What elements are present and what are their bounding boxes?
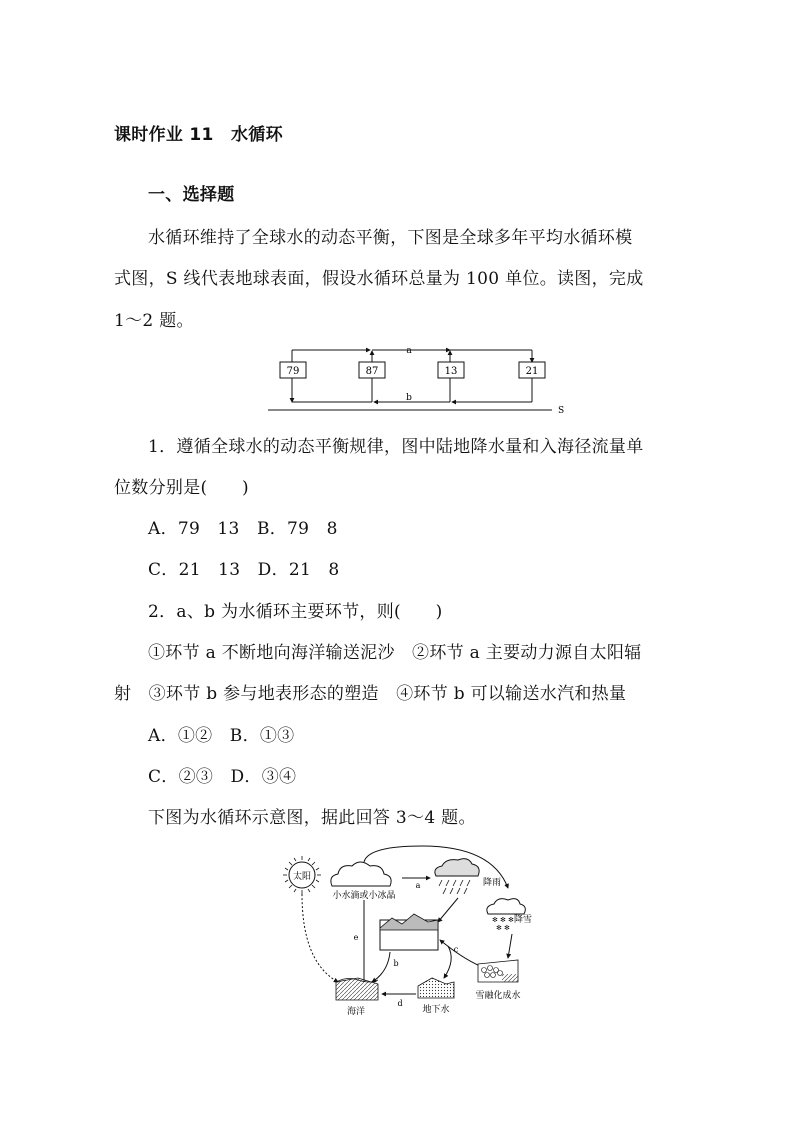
question-2-stem: 2．a、b 为水循环主要环节，则( ) <box>148 602 443 622</box>
question-2-statements: ①环节 a 不断地向海洋输送泥沙 ②环节 a 主要动力源自太阳辐 <box>148 643 642 663</box>
label-b: b <box>406 393 412 403</box>
intro-paragraph-line: 1～2 题。 <box>114 311 194 331</box>
rain-cloud-icon <box>435 859 479 876</box>
value-87: 87 <box>365 366 379 377</box>
question-2-options-cd: C．②③ D．③④ <box>148 767 297 787</box>
intro-paragraph-line: 式图，S 线代表地球表面，假设水循环总量为 100 单位。读图，完成 <box>114 269 644 289</box>
question-2-statements: 射 ③环节 b 参与地表形态的塑造 ④环节 b 可以输送水汽和热量 <box>114 684 627 704</box>
label-e: e <box>353 933 359 942</box>
snow-cloud-icon <box>487 899 525 914</box>
water-cycle-model-figure <box>262 342 572 422</box>
label-s: S <box>558 406 565 416</box>
svg-text:✻: ✻ <box>504 924 510 932</box>
question-1-options-ab: A．79 13 B．79 8 <box>148 519 338 539</box>
svg-text:✻: ✻ <box>496 924 502 932</box>
groundwater-label: 地下水 <box>422 1005 450 1015</box>
value-21: 21 <box>525 366 539 377</box>
question-1-stem: 1．遵循全球水的动态平衡规律，图中陆地降水量和入海径流量单 <box>148 437 644 457</box>
cloud-icon <box>331 862 391 886</box>
intro-paragraph-2: 下图为水循环示意图，据此回答 3～4 题。 <box>148 808 476 828</box>
value-13: 13 <box>444 366 458 377</box>
rain-icon <box>439 880 470 894</box>
svg-text:✻: ✻ <box>492 916 498 924</box>
label-a: a <box>415 881 421 890</box>
water-cycle-illustration <box>272 842 536 1022</box>
label-a: a <box>406 346 412 356</box>
snowmelt-label: 雪融化成水 <box>475 991 521 1001</box>
label-c: c <box>453 945 459 954</box>
svg-text:✻: ✻ <box>500 916 506 924</box>
groundwater-icon <box>418 978 454 998</box>
ocean-label: 海洋 <box>346 1007 366 1017</box>
rain-label: 降雨 <box>482 878 502 888</box>
droplets-label: 小水滴或小冰晶 <box>332 891 396 901</box>
section-heading: 一、选择题 <box>148 185 235 205</box>
sun-label: 太阳 <box>292 872 312 882</box>
snowflake-icon <box>492 916 514 932</box>
question-2-options-ab: A．①② B．①③ <box>148 726 295 746</box>
value-79: 79 <box>286 366 300 377</box>
label-d: d <box>397 999 403 1008</box>
label-b: b <box>393 959 399 968</box>
page-title: 课时作业 11 水循环 <box>114 125 283 145</box>
snowmelt-icon <box>478 960 518 982</box>
question-1-options-cd: C．21 13 D．21 8 <box>148 560 340 580</box>
ocean-icon <box>336 978 378 1000</box>
question-1-stem: 位数分别是( ) <box>114 478 249 498</box>
svg-text:✻: ✻ <box>508 916 514 924</box>
snow-label: 降雪 <box>513 915 532 925</box>
intro-paragraph-line: 水循环维持了全球水的动态平衡，下图是全球多年平均水循环模 <box>148 228 633 248</box>
